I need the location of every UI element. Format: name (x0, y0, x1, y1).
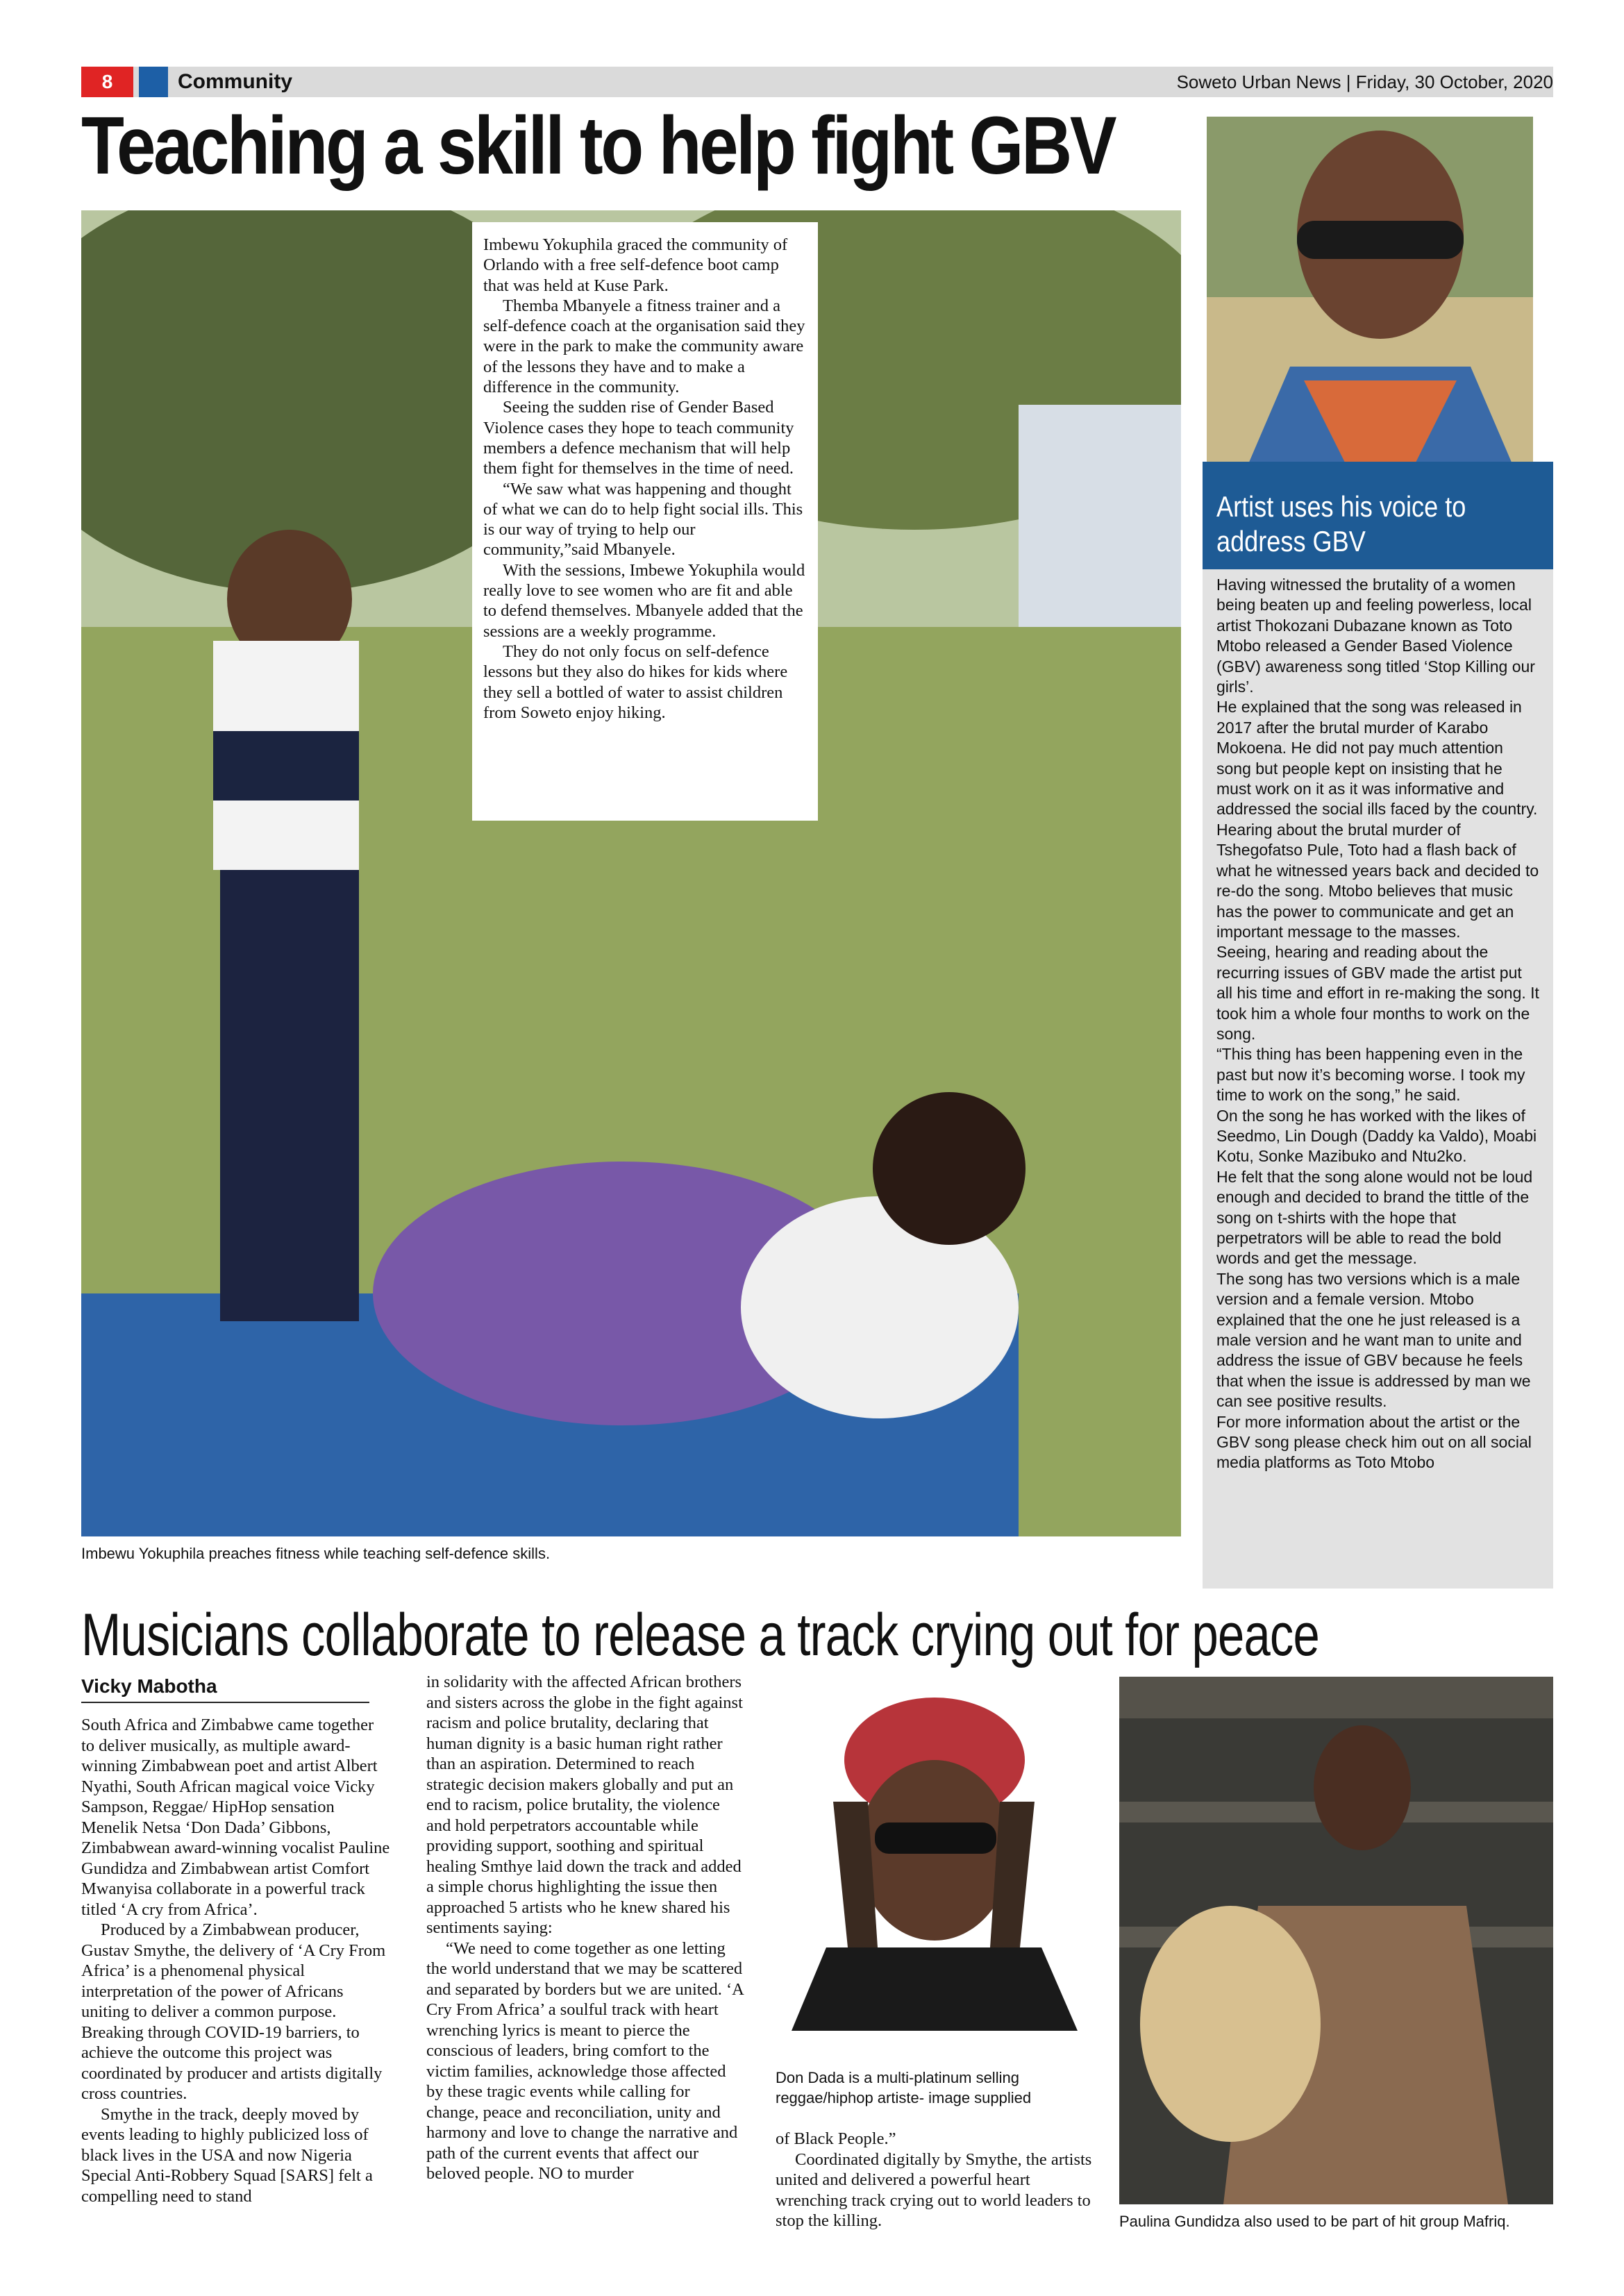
story1-headline: Teaching a skill to help fight GBV (81, 100, 1115, 192)
section-name: Community (178, 70, 292, 93)
paulina-gundidza-photo (1119, 1677, 1553, 2204)
story1-paragraph: Seeing the sudden rise of Gender Based Violence cases they hope to teach community members a defence mechanism that will help them fight for themselves in the time of need. (483, 398, 794, 478)
don-dada-photo (771, 1677, 1098, 2031)
story2-paragraph: of Black People.” (776, 2129, 896, 2148)
sidebar-paragraph: He explained that the song was released in 2017 after the brutal murder of Karabo Mokoena. He did not pay much attention song but people kept on insisting that he must work on it as it was informative and addressed the social ills faced by the country. (1216, 698, 1538, 819)
sidebar-title (1203, 462, 1553, 569)
story2-paragraph: in solidarity with the affected African brothers and sisters across the globe in the fight against racism and police brutality, declaring that human dignity is a basic human right rather than an aspiration. Determined to reach strategic decision makers globally and put an end to racism, police brutality, the violence and hold perpetrators accountable while providing support, soothing and spiritual healing Smthye laid down the track and added a simple chorus highlighting the issue then approached 5 artists who he knew shared his sentiments saying: (426, 1673, 743, 1937)
toto-mtobo-portrait (1207, 117, 1533, 464)
sidebar-paragraph: Hearing about the brutal murder of Tshegofatso Pule, Toto had a flash back of what he witnessed years back and decided to re-do the song. Mtobo believes that music has the power to communicate and get an important message to the masses. (1216, 820, 1539, 941)
sidebar-paragraph: “This thing has been happening even in the past but now it’s becoming worse. I took my time to work on the song,” he said. (1216, 1045, 1525, 1105)
section-marker (139, 67, 168, 97)
byline: Vicky Mabotha (81, 1675, 369, 1703)
sidebar-title-line1: Artist uses his voice to (1216, 490, 1466, 523)
story2-paragraph: Coordinated digitally by Smythe, the artists united and delivered a powerful heart wrenching track crying out to world leaders to stop the killing. (776, 2150, 1092, 2230)
sidebar-body (1203, 569, 1553, 1589)
sidebar-paragraph: On the song he has worked with the likes of Seedmo, Lin Dough (Daddy ka Valdo), Moabi Kotu, Sonke Mazibuko and Ntu2ko. (1216, 1106, 1537, 1166)
story1-paragraph: With the sessions, Imbewe Yokuphila would really love to see women who are fit and able to defend themselves. Mbanyele added that the sessions are a weekly programme. (483, 560, 805, 641)
story2-paragraph: Produced by a Zimbabwean producer, Gustav Smythe, the delivery of ‘A Cry From Africa’ is a phenomenal physical interpretation of the power of Africans uniting to deliver a common purpose. Breaking through COVID-19 barriers, to achieve the outcome this project was coordinated by producer and artists digitally cross countries. (81, 1920, 386, 2103)
page-number: 8 (81, 67, 133, 97)
story1-paragraph: Themba Mbanyele a fitness trainer and a self-defence coach at the organisation said they were in the park to make the community aware of the lessons they have and to make a difference in the community. (483, 296, 805, 397)
fitness-photo-caption: Imbewu Yokuphila preaches fitness while teaching self-defence skills. (81, 1545, 551, 1562)
story2-paragraph: South Africa and Zimbabwe came together to deliver musically, as multiple award-winning Zimbabwean poet and artist Albert Nyathi, South African magical voice Vicky Sampson, Reggae/ HipHop sensation Menelik Netsa ‘Don Dada’ Gibbons, Zimbabwean award-winning vocalist Pauline Gundidza and Zimbabwean artist Comfort Mwanyisa collaborate in a powerful track titled ‘A cry from Africa’. (81, 1716, 390, 1919)
story1-body (472, 222, 818, 821)
sidebar-paragraph: The song has two versions which is a male version and a female version. Mtobo explained that the one he just released is a male version and he want man to unite and address the issue of GBV because he feels that when the issue is addressed by man we can see positive results. (1216, 1269, 1531, 1411)
story2-paragraph: “We need to come together as one letting the world understand that we may be scattered and separated by borders but we are united. ‘A Cry From Africa’ a soulful track with heart wrenching lyrics is meant to pierce the conscious of leaders, bring comfort to the victim families, acknowledge those affected by these tragic events while calling for change, peace and reconciliation, unity and harmony and love to change the narrative and path of the current events that affect our beloved people. NO to murder (426, 1938, 744, 2183)
story2-paragraph: Smythe in the track, deeply moved by events leading to highly publicized loss of black lives in the USA and now Nigeria Special Anti-Robbery Squad [SARS] felt a compelling need to stand (81, 2104, 373, 2206)
sidebar-title-line2: address GBV (1216, 525, 1366, 558)
sidebar-paragraph: Seeing, hearing and reading about the recurring issues of GBV made the artist put all his time and effort in re-making the song. It took him a whole four months to work on the song. (1216, 943, 1539, 1043)
story1-paragraph: Imbewu Yokuphila graced the community of Orlando with a free self-defence boot camp that was held at Kuse Park. (483, 235, 788, 295)
sidebar-paragraph: He felt that the song alone would not be loud enough and decided to brand the tittle of the song on t-shirts with the hope that perpetrators will be able to read the bold words and get the message. (1216, 1167, 1533, 1268)
paulina-caption: Paulina Gundidza also used to be part of hit group Mafriq. (1119, 2213, 1510, 2230)
story2-column-1 (81, 1715, 390, 2206)
story2-column-2 (426, 1672, 746, 2184)
story1-paragraph: They do not only focus on self-defence lessons but they also do hikes for kids where they sell a bottled of water to assist children from Soweto enjoy hiking. (483, 642, 788, 722)
sidebar-paragraph: For more information about the artist or the GBV song please check him out on all social media platforms as Toto Mtobo (1216, 1412, 1532, 1472)
publication-line: Soweto Urban News | Friday, 30 October, 2020 (1176, 72, 1553, 92)
story2-headline: Musicians collaborate to release a track crying out for peace (81, 1602, 1319, 1668)
sidebar-paragraph: Having witnessed the brutality of a women being beaten up and feeling powerless, local artist Thokozani Dubazane known as Toto Mtobo released a Gender Based Violence (GBV) awareness song titled ‘Stop Killing our girls’. (1216, 576, 1535, 696)
don-dada-caption: Don Dada is a multi-platinum selling reggae/hiphop artiste- image supplied (776, 2069, 1032, 2106)
story2-column-3 (776, 2129, 1095, 2231)
story1-paragraph: “We saw what was happening and thought of what we can do to help fight social ills. This is our way of trying to help our community,”said Mbanyele. (483, 479, 803, 560)
